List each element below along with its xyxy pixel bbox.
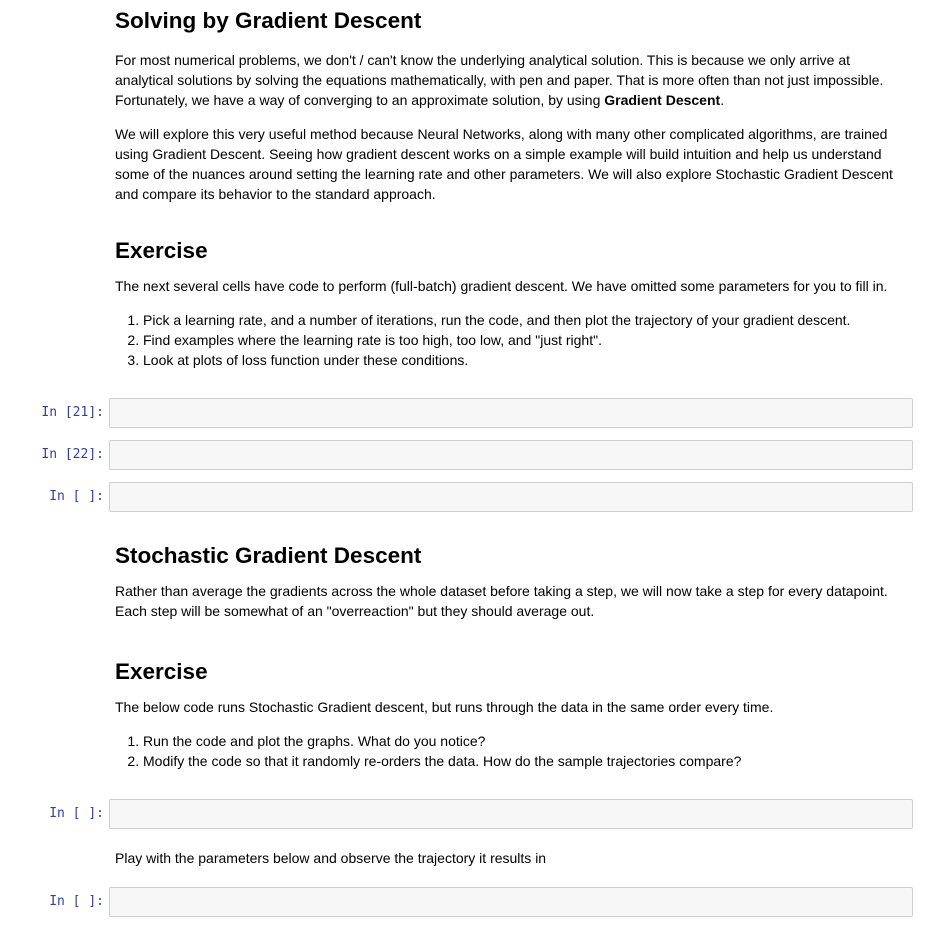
exercise-intro: The next several cells have code to perform (full-batch) gradient descent. We have omitted some parameters for you to fill in. bbox=[115, 278, 888, 294]
cell-prompt: In [22]: bbox=[41, 447, 104, 462]
section-heading: Solving by Gradient Descent bbox=[115, 8, 422, 33]
exercise-list bbox=[115, 731, 905, 771]
markdown-cell-play bbox=[115, 848, 905, 868]
cell-prompt: In [ ]: bbox=[49, 894, 104, 909]
code-cell-input[interactable] bbox=[109, 887, 913, 917]
exercise-heading: Exercise bbox=[115, 659, 208, 684]
intro-end: . bbox=[720, 92, 725, 108]
method-paragraph: We will explore this very useful method because Neural Networks, along with many other complicated algorithms, are trained using Gradient Descent. Seeing how gradient descent works on a simple example will build intuition and help us understand some of the nuances around setting the learning rate and other parameters. We will also explore Stochastic Gradient Descent and compare its behavior to the standard approach. bbox=[115, 126, 893, 202]
list-item: 2. Modify the code so that it randomly re-orders the data. How do the sample trajectories compare? bbox=[143, 751, 905, 771]
exercise-heading: Exercise bbox=[115, 238, 208, 263]
list-item: 1. Run the code and plot the graphs. What do you notice? bbox=[143, 731, 905, 751]
markdown-cell-exercise-1 bbox=[115, 238, 905, 370]
sgd-paragraph: Rather than average the gradients across the whole dataset before taking a step, we will now take a step for every datapoint. Each step will be somewhat of an "overreaction" but they should average out. bbox=[115, 583, 888, 619]
code-cell-input[interactable] bbox=[109, 440, 913, 470]
cell-prompt: In [ ]: bbox=[49, 489, 104, 504]
list-item: 3. Look at plots of loss function under these conditions. bbox=[143, 350, 905, 370]
section-heading: Stochastic Gradient Descent bbox=[115, 543, 422, 568]
code-cell-input[interactable] bbox=[109, 398, 913, 428]
markdown-cell-gradient-descent bbox=[115, 8, 905, 204]
markdown-cell-sgd bbox=[115, 543, 905, 621]
code-cell-input[interactable] bbox=[109, 799, 913, 829]
list-item: 1. Pick a learning rate, and a number of iterations, run the code, and then plot the trajectory of your gradient descent. bbox=[143, 310, 905, 330]
cell-prompt: In [21]: bbox=[41, 405, 104, 420]
exercise-list bbox=[115, 310, 905, 370]
exercise-intro: The below code runs Stochastic Gradient descent, but runs through the data in the same order every time. bbox=[115, 699, 774, 715]
markdown-cell-exercise-2 bbox=[115, 659, 905, 771]
cell-prompt: In [ ]: bbox=[49, 806, 104, 821]
play-paragraph: Play with the parameters below and observe the trajectory it results in bbox=[115, 850, 547, 866]
code-cell-input[interactable] bbox=[109, 482, 913, 512]
bold-term: Gradient Descent bbox=[604, 92, 721, 108]
list-item: 2. Find examples where the learning rate is too high, too low, and "just right". bbox=[143, 330, 905, 350]
intro-text: For most numerical problems, we don't / can't know the underlying analytical solution. This is because we only arrive at analytical solutions by solving the equations mathematically, with pen and paper. That is more often than not just impossible. Fortunately, we have a way of converging to an approximate solution, by using bbox=[115, 52, 884, 108]
intro-paragraph bbox=[115, 50, 905, 110]
